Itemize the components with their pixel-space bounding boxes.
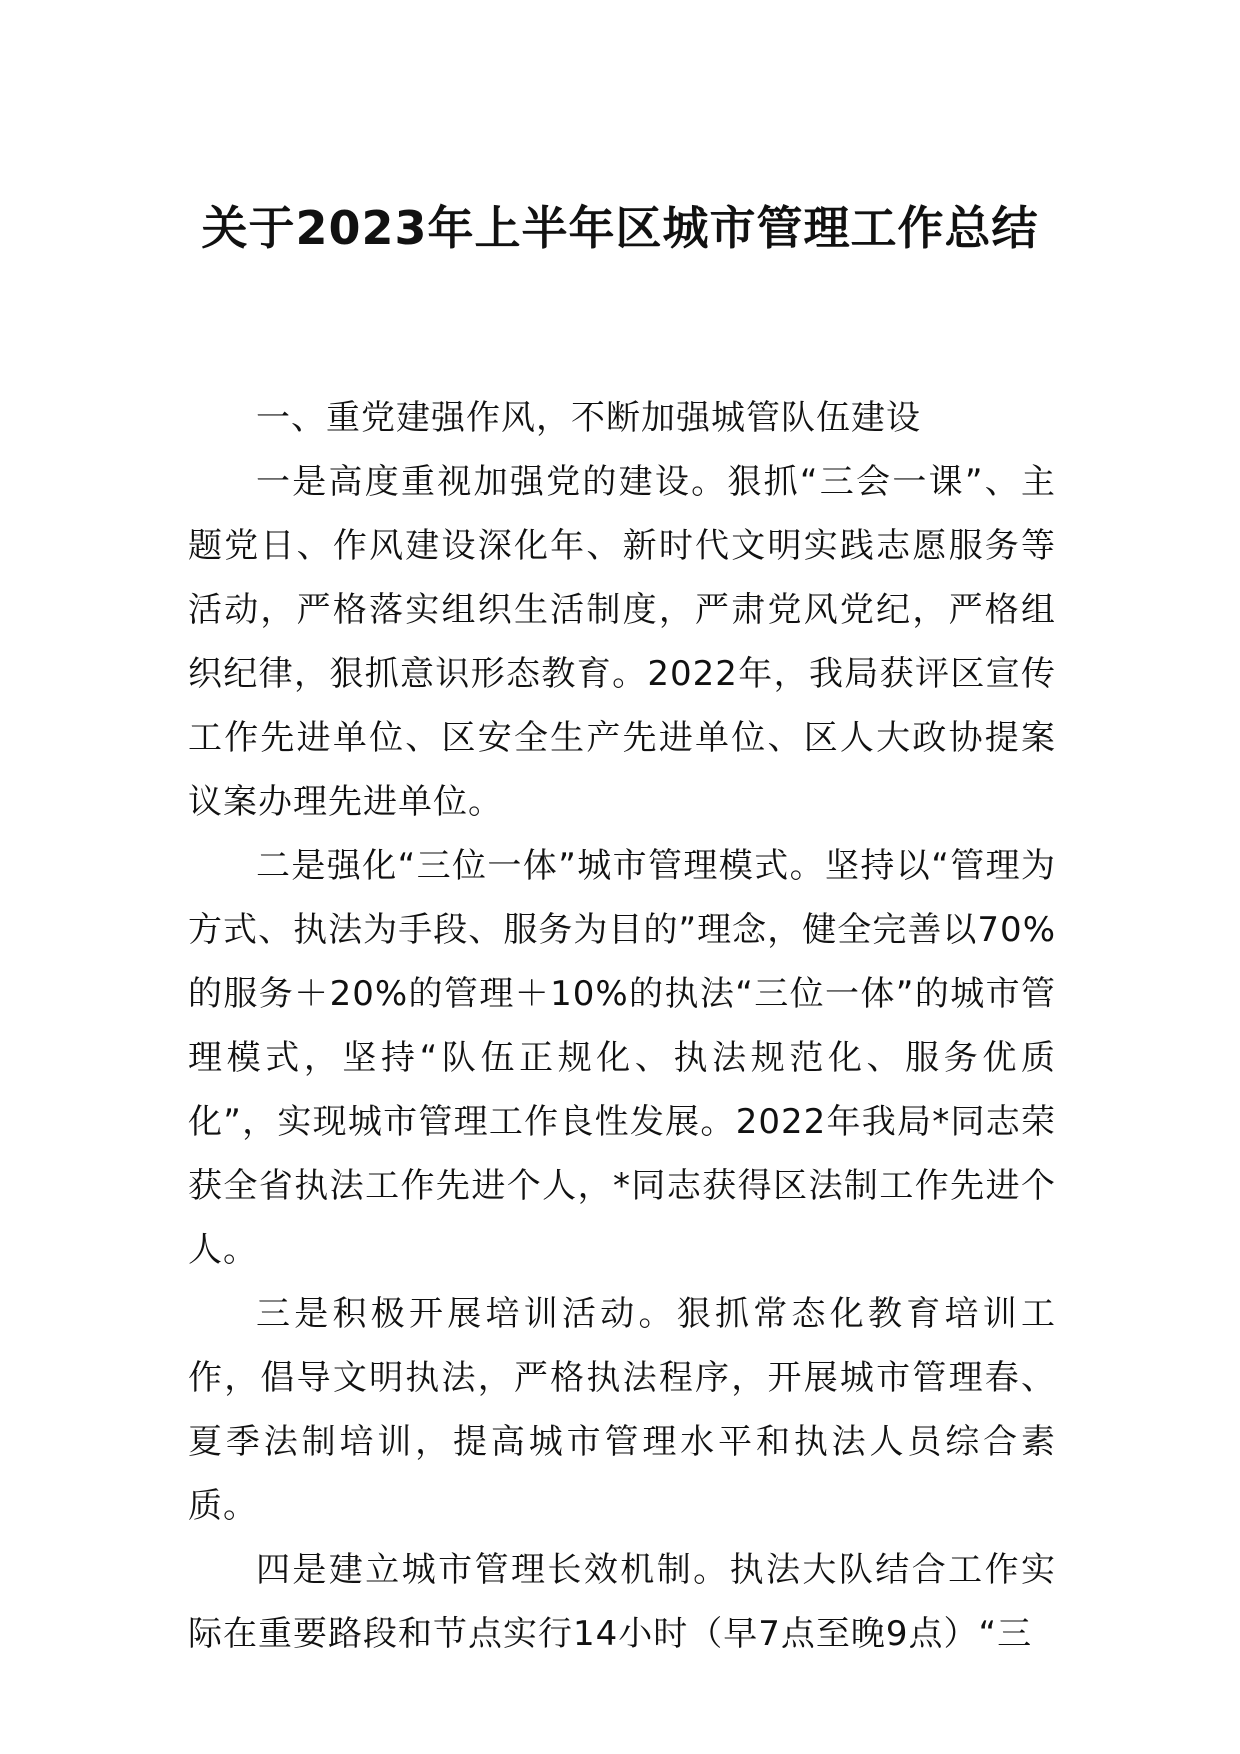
document-body — [188, 386, 1056, 1666]
document-title: 关于2023年上半年区城市管理工作总结 — [201, 201, 1039, 255]
section-heading: 一、重党建强作风，不断加强城管队伍建设 — [256, 398, 921, 438]
paragraph: 一是高度重视加强党的建设。狠抓“三会一课”、主题党日、作风建设深化年、新时代文明实践志愿服务等活动，严格落实组织生活制度，严肃党风党纪，严格组织纪律，狠抓意识形态教育。2022年，我局获评区宣传工作先进单位、区安全生产先进单位、区人大政协提案议案办理先进单位。 — [188, 462, 1056, 822]
paragraph: 四是建立城市管理长效机制。执法大队结合工作实际在重要路段和节点实行14小时（早7点至晚9点）“三 — [188, 1550, 1056, 1654]
paragraph: 三是积极开展培训活动。狠抓常态化教育培训工作，倡导文明执法，严格执法程序，开展城市管理春、夏季法制培训，提高城市管理水平和执法人员综合素质。 — [188, 1294, 1056, 1526]
paragraph: 二是强化“三位一体”城市管理模式。坚持以“管理为方式、执法为手段、服务为目的”理念，健全完善以70%的服务＋20%的管理＋10%的执法“三位一体”的城市管理模式，坚持“队伍正规化、执法规范化、服务优质化”，实现城市管理工作良性发展。2022年我局*同志荣获全省执法工作先进个人，*同志获得区法制工作先进个人。 — [188, 846, 1056, 1270]
